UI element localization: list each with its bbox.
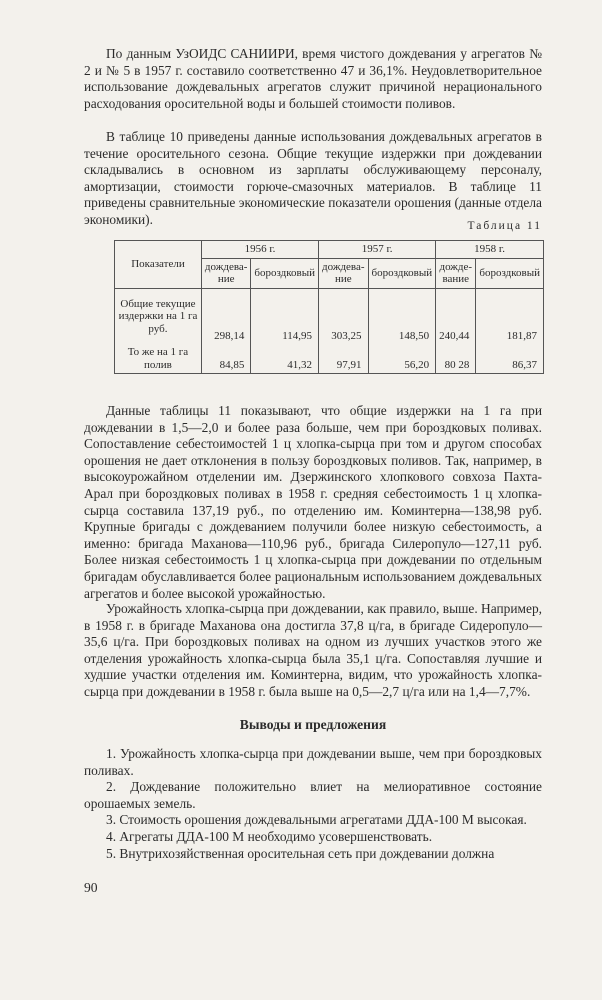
conclusion-item: 1. Урожайность хлопка-сырца при дождевании выше, чем при бороздковых поливах. xyxy=(84,746,542,778)
table-cell: 56,20 xyxy=(368,344,436,374)
paragraph-4: Урожайность хлопка-сырца при дождевании, как правило, выше. Например, в 1958 г. в бригаде Маханова она достигла 37,8 ц/га, в бригаде Сидеропуло—35,6 ц/га. При бороздковых поливах на одном из лучших участков этого же отделения урожайность хлопка-сырца была 35,1 ц/га. Сопоставляя лучшие и худшие участки отделения им. Коминтерна, видим, что урожайность хлопка-сырца при дождевании в 1958 г. была выше на 0,5—2,7 ц/га или на 1,4—7,7%. xyxy=(84,601,542,699)
table-cell: 240,44 xyxy=(436,288,476,344)
table-subheader: бороздковый xyxy=(368,258,436,288)
conclusion-item: 3. Стоимость орошения дождевальными агрегатами ДДА-100 М высокая. xyxy=(106,812,527,828)
table-header-label: Показатели xyxy=(115,241,202,289)
paragraph-3: Данные таблицы 11 показывают, что общие издержки на 1 га при дождевании в 1,5—2,0 и более раза больше, чем при бороздковых поливах. Сопоставление себестоимостей 1 ц хлопка-сырца при том и другом способах орошения не дает отклонения в пользу бороздковых поливов. Так, например, в высокоурожайном отделении им. Дзержинского хлопкового совхоза Пахта-Арал при бороздковых поливах в 1958 г. средняя себестоимость 1 ц хлопка-сырца составила 137,19 руб., по отделению им. Коминтерна—138,98 руб. Крупные бригады с дождеванием получили более низкую себестоимость, а именно: бригада Маханова—110,96 руб., бригада Силеропуло—127,11 руб. Более низкая себестоимость 1 ц хлопка-сырца при дождевании по отдельным бригадам обуславливается более рациональным использованием дождевальных агрегатов и более высокой урожайностью. xyxy=(84,403,542,601)
table-cell: 84,85 xyxy=(201,344,251,374)
paragraph-1: По данным УзОИДС САНИИРИ, время чистого дождевания у агрегатов № 2 и № 5 в 1957 г. составило соответственно 47 и 36,1%. Неудовлетворительное использование дождевальных агрегатов служит причиной нерационального расходования оросительной воды и большей стоимости поливов. xyxy=(84,46,542,111)
table-caption: Таблица 11 xyxy=(467,220,542,232)
conclusion-item: 2. Дождевание положительно влиет на мелиоративное состояние орошаемых земель. xyxy=(84,779,542,811)
table-subheader: бороздковый xyxy=(476,258,544,288)
table-year-header: 1956 г. xyxy=(201,241,318,259)
table-cell: 181,87 xyxy=(476,288,544,344)
table-cell: 298,14 xyxy=(201,288,251,344)
comparison-table xyxy=(114,240,544,374)
table-year-header: 1958 г. xyxy=(436,241,544,259)
paragraph-2: В таблице 10 приведены данные использования дождевальных агрегатов в течение оросительного сезона. Общие текущие издержки при дождевании складывались в основном из зарплаты обслуживающему персоналу, амортизации, стоимости горюче-смазочных материалов. В таблице 11 приведены сравнительные экономические показатели орошения (данные отдела экономики). xyxy=(84,129,542,227)
section-heading: Выводы и предложения xyxy=(239,717,387,732)
table-row-label: То же на 1 га полив xyxy=(115,344,202,374)
table-cell: 80 28 xyxy=(436,344,476,374)
table-cell: 114,95 xyxy=(251,288,319,344)
table-subheader: дождева-ние xyxy=(201,258,251,288)
table-cell: 86,37 xyxy=(476,344,544,374)
table-row xyxy=(115,344,544,374)
table-row xyxy=(115,288,544,344)
table-cell: 97,91 xyxy=(319,344,369,374)
table-subheader: дождева-ние xyxy=(319,258,369,288)
page-number: 90 xyxy=(84,880,98,895)
table-subheader: бороздковый xyxy=(251,258,319,288)
table-row-label: Общие текущие издержки на 1 га руб. xyxy=(115,288,202,344)
table-cell: 41,32 xyxy=(251,344,319,374)
conclusions-list xyxy=(84,746,542,862)
table-cell: 148,50 xyxy=(368,288,436,344)
conclusion-item: 4. Агрегаты ДДА-100 М необходимо усовершенствовать. xyxy=(106,828,433,844)
conclusion-item: 5. Внутрихозяйственная оросительная сеть при дождевании должна xyxy=(106,845,495,861)
table-cell: 303,25 xyxy=(319,288,369,344)
table-subheader: дожде-вание xyxy=(436,258,476,288)
table-year-header: 1957 г. xyxy=(319,241,436,259)
